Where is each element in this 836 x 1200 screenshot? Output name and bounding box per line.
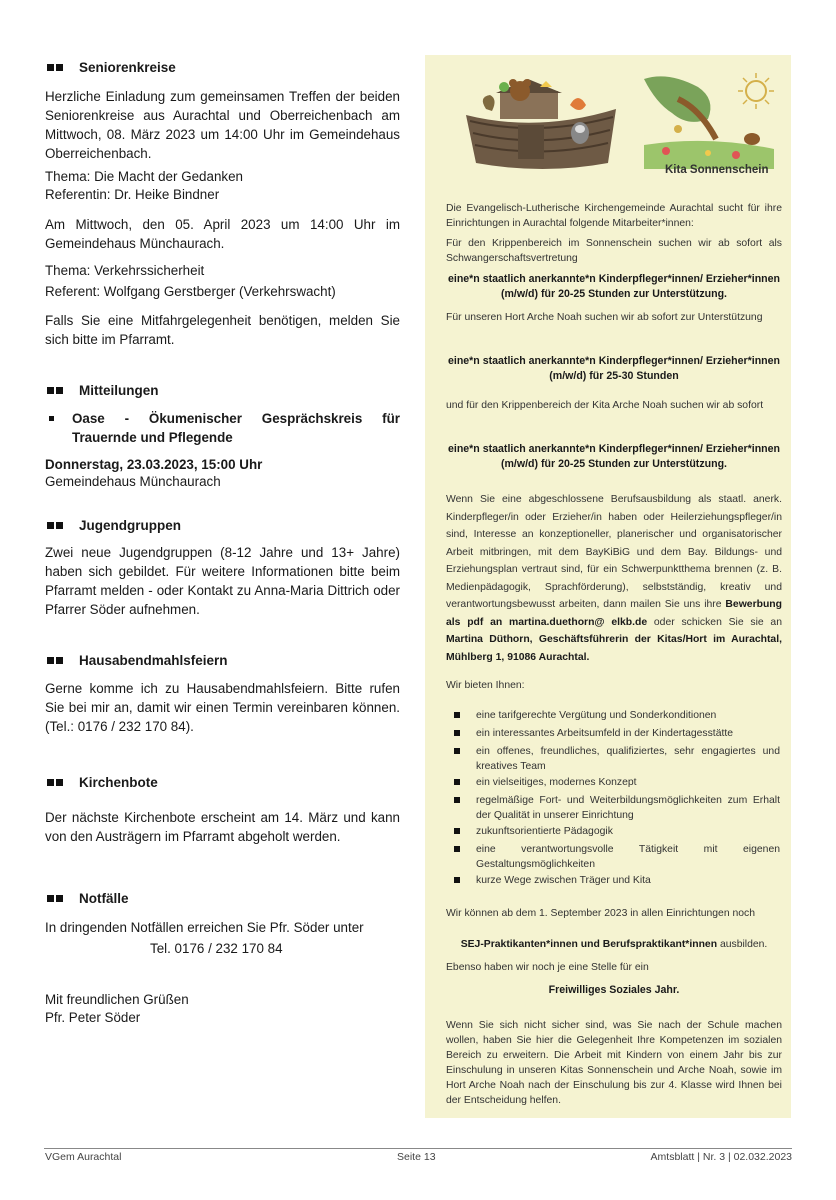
sej-bold: SEJ-Praktikanten*innen und Berufspraktikant*innen <box>460 939 718 950</box>
offer-item <box>454 708 780 723</box>
arche-noah-logo <box>458 75 623 175</box>
section-heading-kirchenbote <box>45 773 158 792</box>
section-heading-mitteilungen <box>45 381 159 400</box>
heading-text: Mitteilungen <box>79 383 159 398</box>
krippe-sonnenschein-text: Für den Krippenbereich im Sonnenschein suchen wir ab sofort als Schwangerschaftsvertretung <box>446 238 782 264</box>
notfaelle-tel: Tel. 0176 / 232 170 84 <box>150 941 283 956</box>
footer-left: VGem Aurachtal <box>45 1151 122 1163</box>
application-text <box>446 491 782 666</box>
bullet-icon <box>49 416 54 421</box>
oase-title: Oase - Ökumenischer Gesprächskreis für Trauernde und Pflegende <box>72 411 400 445</box>
application-address: Martina Düthorn, Geschäftsführerin der Kitas/Hort im Aurachtal, Mühlberg 1, 91086 Aurachtal. <box>446 634 782 663</box>
offer-text: kurze Wege zwischen Träger und Kita <box>476 875 651 886</box>
section-heading-jugendgruppen <box>45 516 181 535</box>
square-bullets-icon <box>47 779 65 786</box>
page-number: Seite 13 <box>397 1151 436 1163</box>
notfaelle-text: In dringenden Notfällen erreichen Sie Pfr. Söder unter <box>45 920 364 935</box>
krippe-arche-text: und für den Krippenbereich der Kita Arche Noah suchen wir ab sofort <box>446 400 764 411</box>
jugendgruppen-text: Zwei neue Jugendgruppen (8-12 Jahre und 13+ Jahre) haben sich gebildet. Für weitere Informationen bitte beim Pfarramt melden - oder Kontakt zu Anna-Maria Dittrich oder Pfarrer Söder aufnehmen. <box>45 545 400 617</box>
offer-item <box>454 726 780 741</box>
job-intro: Die Evangelisch-Lutherische Kirchengemeinde Aurachtal sucht für ihre Einrichtungen in Aurachtal folgende Mitarbeiter*innen: <box>446 203 782 229</box>
square-bullet-icon <box>454 846 460 852</box>
offer-item <box>454 775 780 790</box>
greeting: Mit freundlichen Grüßen <box>45 992 189 1007</box>
heading-text: Seniorenkreise <box>79 60 176 75</box>
offer-item <box>454 873 780 888</box>
hausabendmahl-text: Gerne komme ich zu Hausabendmahlsfeiern. Bitte rufen Sie bei mir an, damit wir einen Termin vereinbaren können. (Tel.: 0176 / 232 170 84). <box>45 681 400 734</box>
offer-item <box>454 793 780 823</box>
application-email: Bewerbung als pdf an martina.duethorn@ elkb.de <box>446 599 782 628</box>
offer-text: eine verantwortungsvolle Tätigkeit mit eigenen Gestaltungsmöglichkeiten <box>476 844 780 870</box>
square-bullet-icon <box>454 797 460 803</box>
offer-text: ein offenes, freundliches, qualifiziertes, sehr engagiertes und kreatives Team <box>476 746 780 772</box>
square-bullet-icon <box>454 712 460 718</box>
seniorenkreise-april: Am Mittwoch, den 05. April 2023 um 14:00 Uhr im Gemeindehaus Münchaurach. <box>45 217 400 251</box>
sej-rest: ausbilden. <box>719 939 768 950</box>
ebenso-text: Ebenso haben wir noch je eine Stelle für ein <box>446 962 649 973</box>
seniorenkreise-mitfahr: Falls Sie eine Mitfahrgelegenheit benötigen, melden Sie sich bitte im Pfarramt. <box>45 313 400 347</box>
closing-text: Wenn Sie sich nicht sicher sind, was Sie nach der Schule machen wollen, haben Sie hier die Gelegenheit Ihre Kompetenzen im sozialen Bereich zu erweitern. Die Arbeit mit Kindern von einem Jahr bis zur Einschulung in unseren Kitas Sonnenschein und Arche Noah, sowie im Hort Arche Noah nach der Einschulung bis zur 4. Klasse wird Ihnen bei der Entscheidung helfen. <box>446 1020 782 1106</box>
offer-text: ein vielseitiges, modernes Konzept <box>476 777 637 788</box>
heading-text: Hausabendmahlsfeiern <box>79 653 228 668</box>
offer-text: zukunftsorientierte Pädagogik <box>476 826 613 837</box>
application-main: Wenn Sie eine abgeschlossene Berufsausbildung als staatl. anerk. Kinderpfleger/in oder Erzieher/in haben oder Heilerziehungspfleger/in sind, Interesse an konzeptioneller, planerischer und organisatorischer Arbeit mitbringen, mit dem BayKiBiG und dem Bay. Bildungs- und Erziehungsplan vertraut sind, für ein Schwerpunktthema brennen (z. B. Medienpädagogik, Sprachförderung), selbstständig, kreativ und verantwortungsbewusst arbeiten, dann mailen Sie uns ihre <box>446 494 782 610</box>
section-heading-hausabendmahl <box>45 651 228 670</box>
seniorenkreise-referent: Referent: Wolfgang Gerstberger (Verkehrswacht) <box>45 284 336 299</box>
fsj-text: Freiwilliges Soziales Jahr. <box>548 984 680 996</box>
job-offer-2: eine*n staatlich anerkannte*n Kinderpfleger*innen/ Erzieher*innen (m/w/d) für 25-30 Stunden <box>447 355 781 382</box>
application-mid: oder schicken Sie sie an <box>653 616 782 628</box>
oase-place: Gemeindehaus Münchaurach <box>45 474 221 489</box>
footer-divider <box>44 1148 792 1149</box>
kirchenbote-text: Der nächste Kirchenbote erscheint am 14. März und kann von den Austrägern im Pfarramt abgeholt werden. <box>45 810 400 844</box>
square-bullets-icon <box>47 657 65 664</box>
offer-item <box>454 744 780 774</box>
offer-item <box>454 842 780 872</box>
offer-text: regelmäßige Fort- und Weiterbildungsmöglichkeiten zum Erhalt der Qualität in unserer Einrichtung <box>476 795 780 821</box>
mitteilungen-bullet <box>45 409 400 447</box>
offer-title: Wir bieten Ihnen: <box>446 680 525 691</box>
job-offer-1: eine*n staatlich anerkannte*n Kinderpfleger*innen/ Erzieher*innen (m/w/d) für 20-25 Stunden zur Unterstützung. <box>447 273 781 300</box>
seniorenkreise-referentin: Referentin: Dr. Heike Bindner <box>45 187 220 202</box>
offer-text: ein interessantes Arbeitsumfeld in der Kindertagesstätte <box>476 728 734 739</box>
seniorenkreise-thema-1: Thema: Die Macht der Gedanken <box>45 169 243 184</box>
square-bullet-icon <box>454 748 460 754</box>
hort-text: Für unseren Hort Arche Noah suchen wir ab sofort zur Unterstützung <box>446 312 763 323</box>
seniorenkreise-invitation: Herzliche Einladung zum gemeinsamen Treffen der beiden Seniorenkreise aus Aurachtal und Oberreichenbach am Mittwoch, 08. März 2023 um 14:00 Uhr im Gemeindehaus Oberreichenbach. <box>45 89 400 161</box>
footer-right: Amtsblatt | Nr. 3 | 02.032.2023 <box>650 1151 792 1163</box>
offer-item <box>454 824 780 839</box>
signature: Pfr. Peter Söder <box>45 1010 141 1025</box>
square-bullets-icon <box>47 522 65 529</box>
kita-sonnenschein-label: Kita Sonnenschein <box>665 164 769 176</box>
square-bullets-icon <box>47 387 65 394</box>
kita-job-box <box>425 55 791 1118</box>
square-bullet-icon <box>454 730 460 736</box>
offer-text: eine tarifgerechte Vergütung und Sonderkonditionen <box>476 710 717 721</box>
square-bullet-icon <box>454 828 460 834</box>
heading-text: Notfälle <box>79 891 129 906</box>
section-heading-seniorenkreise <box>45 58 176 77</box>
square-bullets-icon <box>47 64 65 71</box>
square-bullet-icon <box>454 779 460 785</box>
sej-text <box>446 937 782 952</box>
seniorenkreise-thema-2: Thema: Verkehrssicherheit <box>45 263 205 278</box>
section-heading-notfaelle <box>45 889 129 908</box>
september-text: Wir können ab dem 1. September 2023 in allen Einrichtungen noch <box>446 908 756 919</box>
oase-date: Donnerstag, 23.03.2023, 15:00 Uhr <box>45 457 263 472</box>
heading-text: Kirchenbote <box>79 775 158 790</box>
square-bullets-icon <box>47 895 65 902</box>
square-bullet-icon <box>454 877 460 883</box>
heading-text: Jugendgruppen <box>79 518 181 533</box>
job-offer-3: eine*n staatlich anerkannte*n Kinderpfleger*innen/ Erzieher*innen (m/w/d) für 20-25 Stunden zur Unterstützung. <box>447 443 781 470</box>
